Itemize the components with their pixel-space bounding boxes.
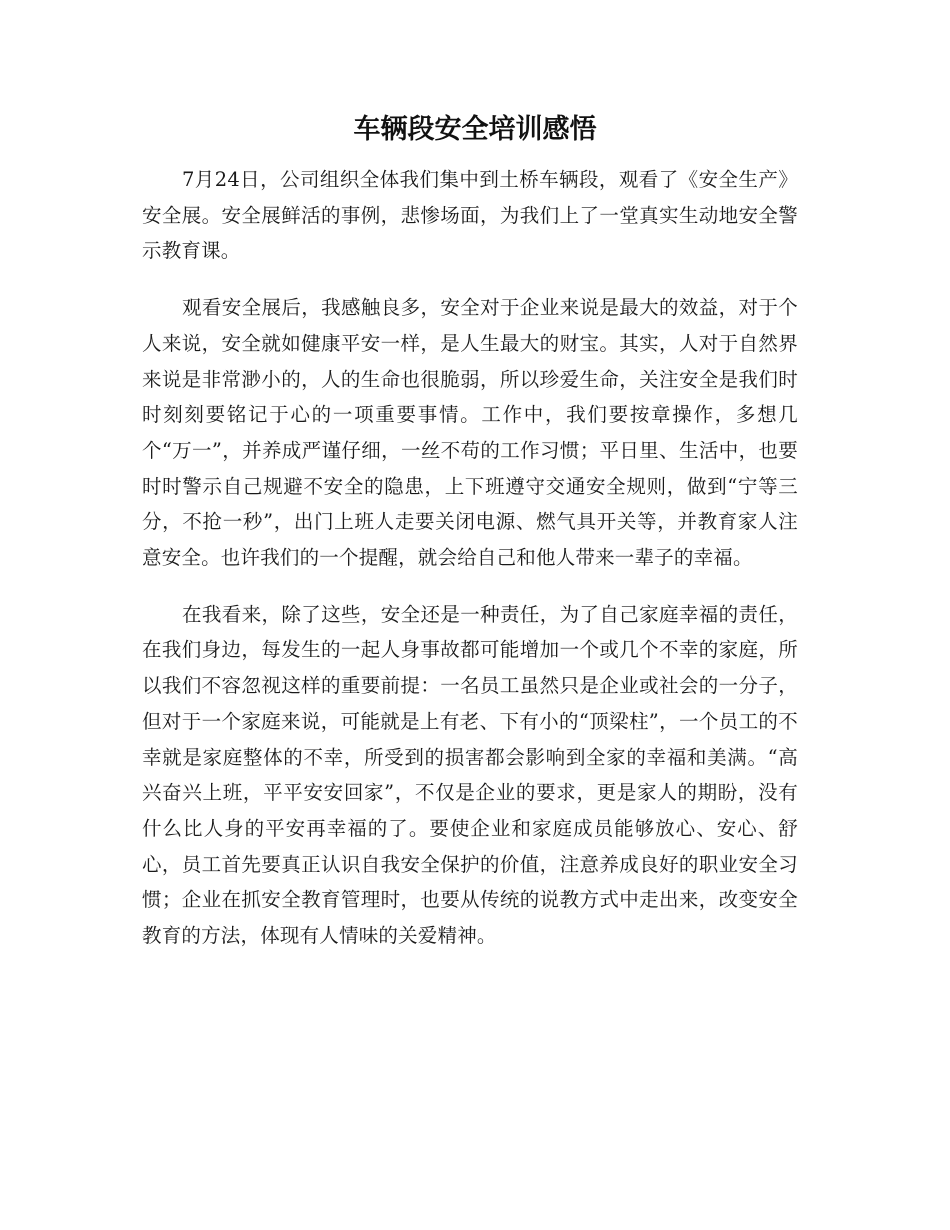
document-title: 车辆段安全培训感悟 xyxy=(353,114,597,145)
paragraph-2: 观看安全展后，我感触良多，安全对于企业来说是最大的效益，对于个人来说，安全就如健康平安一样，是人生最大的财宝。其实，人对于自然界来说是非常渺小的，人的生命也很脆弱，所以珍爱生命，关注安全是我们时时刻刻要铭记于心的一项重要事情。工作中，我们要按章操作，多想几个“万一”，并养成严谨仔细，一丝不苟的工作习惯；平日里、生活中，也要时时警示自己规避不安全的隐患，上下班遵守交通安全规则，做到“宁等三分，不抢一秒”，出门上班人走要关闭电源、燃气具开关等，并教育家人注意安全。也许我们的一个提醒，就会给自己和他人带来一辈子的幸福。 xyxy=(142,296,798,570)
document-body xyxy=(142,162,798,975)
paragraph-3: 在我看来，除了这些，安全还是一种责任，为了自己家庭幸福的责任，在我们身边，每发生的一起人身事故都可能增加一个或几个不幸的家庭，所以我们不容忽视这样的重要前提：一名员工虽然只是企业或社会的一分子，但对于一个家庭来说，可能就是上有老、下有小的“顶梁柱”，一个员工的不幸就是家庭整体的不幸，所受到的损害都会影响到全家的幸福和美满。“高兴奋兴上班，平平安安回家”，不仅是企业的要求，更是家人的期盼，没有什么比人身的平安再幸福的了。要使企业和家庭成员能够放心、安心、舒心，员工首先要真正认识自我安全保护的价值，注意养成良好的职业安全习惯；企业在抓安全教育管理时，也要从传统的说教方式中走出来，改变安全教育的方法，体现有人情味的关爱精神。 xyxy=(142,602,798,948)
paragraph-1: 7月24日，公司组织全体我们集中到土桥车辆段，观看了《安全生产》安全展。安全展鲜活的事例，悲惨场面，为我们上了一堂真实生动地安全警示教育课。 xyxy=(142,168,798,263)
